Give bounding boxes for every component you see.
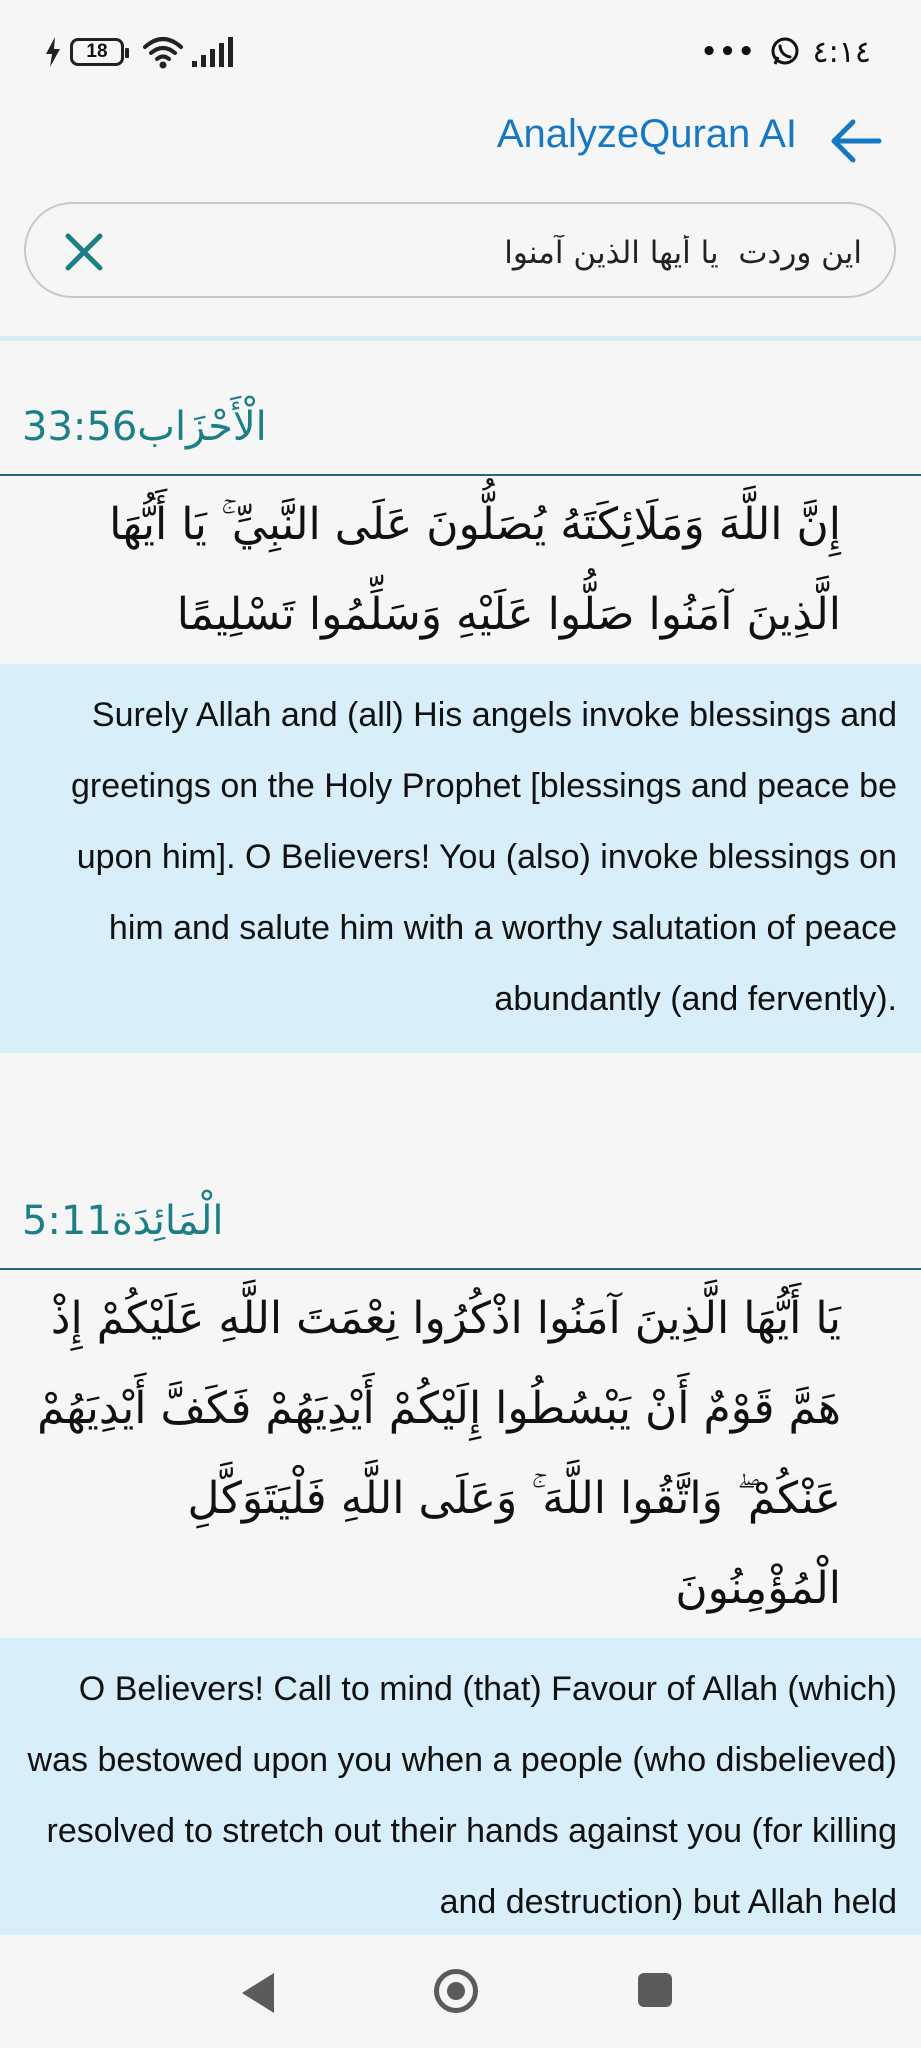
whatsapp-icon	[769, 36, 801, 68]
surah-name: الْمَائِدَة	[111, 1198, 224, 1244]
wifi-icon	[142, 35, 184, 69]
verse-result[interactable]	[0, 1180, 921, 1956]
status-right-icons	[701, 30, 871, 74]
search-input[interactable]	[160, 224, 864, 282]
status-time: ٤:١٤	[812, 34, 871, 70]
search-divider	[0, 336, 921, 341]
verse-reference[interactable]	[22, 404, 267, 450]
clear-search-button[interactable]	[58, 226, 110, 278]
system-nav-bar	[0, 1935, 921, 2048]
app-title: AnalyzeQuran AI	[496, 112, 797, 156]
nav-recents-icon[interactable]	[638, 1973, 672, 2007]
more-notifications-icon: •••	[700, 37, 757, 67]
verse-reference-row	[0, 1180, 921, 1270]
verse-number: 33:56	[22, 404, 138, 450]
verse-number: 5:11	[22, 1198, 112, 1244]
surah-name: الْأَحْزَاب	[137, 404, 267, 450]
arrow-left-icon	[821, 106, 891, 176]
close-icon	[58, 226, 110, 278]
arabic-verse-text: يَا أَيُّهَا الَّذِينَ آمَنُوا اذْكُرُوا نِعْمَتَ اللَّهِ عَلَيْكُمْ إِذْ هَمَّ قَوْمٌ أَنْ يَبْسُطُوا إِلَيْكُمْ أَيْدِيَهُمْ فَكَفَّ أَيْدِيَهُمْ عَنْكُمْ ۖ وَاتَّقُوا اللَّهَ ۚ وَعَلَى اللَّهِ فَلْيَتَوَكَّلِ الْمُؤْمِنُونَ	[37, 1293, 841, 1614]
status-bar	[0, 0, 921, 100]
battery-level: 18	[86, 41, 108, 62]
back-button[interactable]	[821, 106, 891, 176]
nav-back-icon[interactable]	[242, 1973, 274, 2013]
signal-icon	[192, 37, 236, 67]
verse-result[interactable]	[0, 386, 921, 1053]
reference-divider	[0, 1268, 921, 1270]
charging-bolt-icon	[44, 37, 62, 67]
battery-icon	[70, 38, 124, 66]
search-bar[interactable]	[24, 202, 896, 298]
verse-translation: Surely Allah and (all) His angels invoke blessings and greetings on the Holy Prophet [blessings and peace be upon him]. O Believers! You (also) invoke blessings on him and salute him with a worthy salutation of peace abundantly (and fervently).	[0, 664, 921, 1053]
status-left-icons	[44, 30, 236, 74]
nav-home-icon[interactable]	[434, 1969, 478, 2013]
reference-divider	[0, 474, 921, 476]
arabic-verse-text: إِنَّ اللَّهَ وَمَلَائِكَتَهُ يُصَلُّونَ عَلَى النَّبِيِّ ۚ يَا أَيُّهَا الَّذِينَ آمَنُوا صَلُّوا عَلَيْهِ وَسَلِّمُوا تَسْلِيمًا	[109, 499, 841, 640]
app-header	[0, 100, 921, 210]
verse-reference-row	[0, 386, 921, 476]
verse-translation: O Believers! Call to mind (that) Favour of Allah (which) was bestowed upon you when a people (who disbelieved) resolved to stretch out their hands against you (for killing and destruction) but Allah held	[0, 1638, 921, 1956]
verse-reference[interactable]	[22, 1198, 224, 1244]
